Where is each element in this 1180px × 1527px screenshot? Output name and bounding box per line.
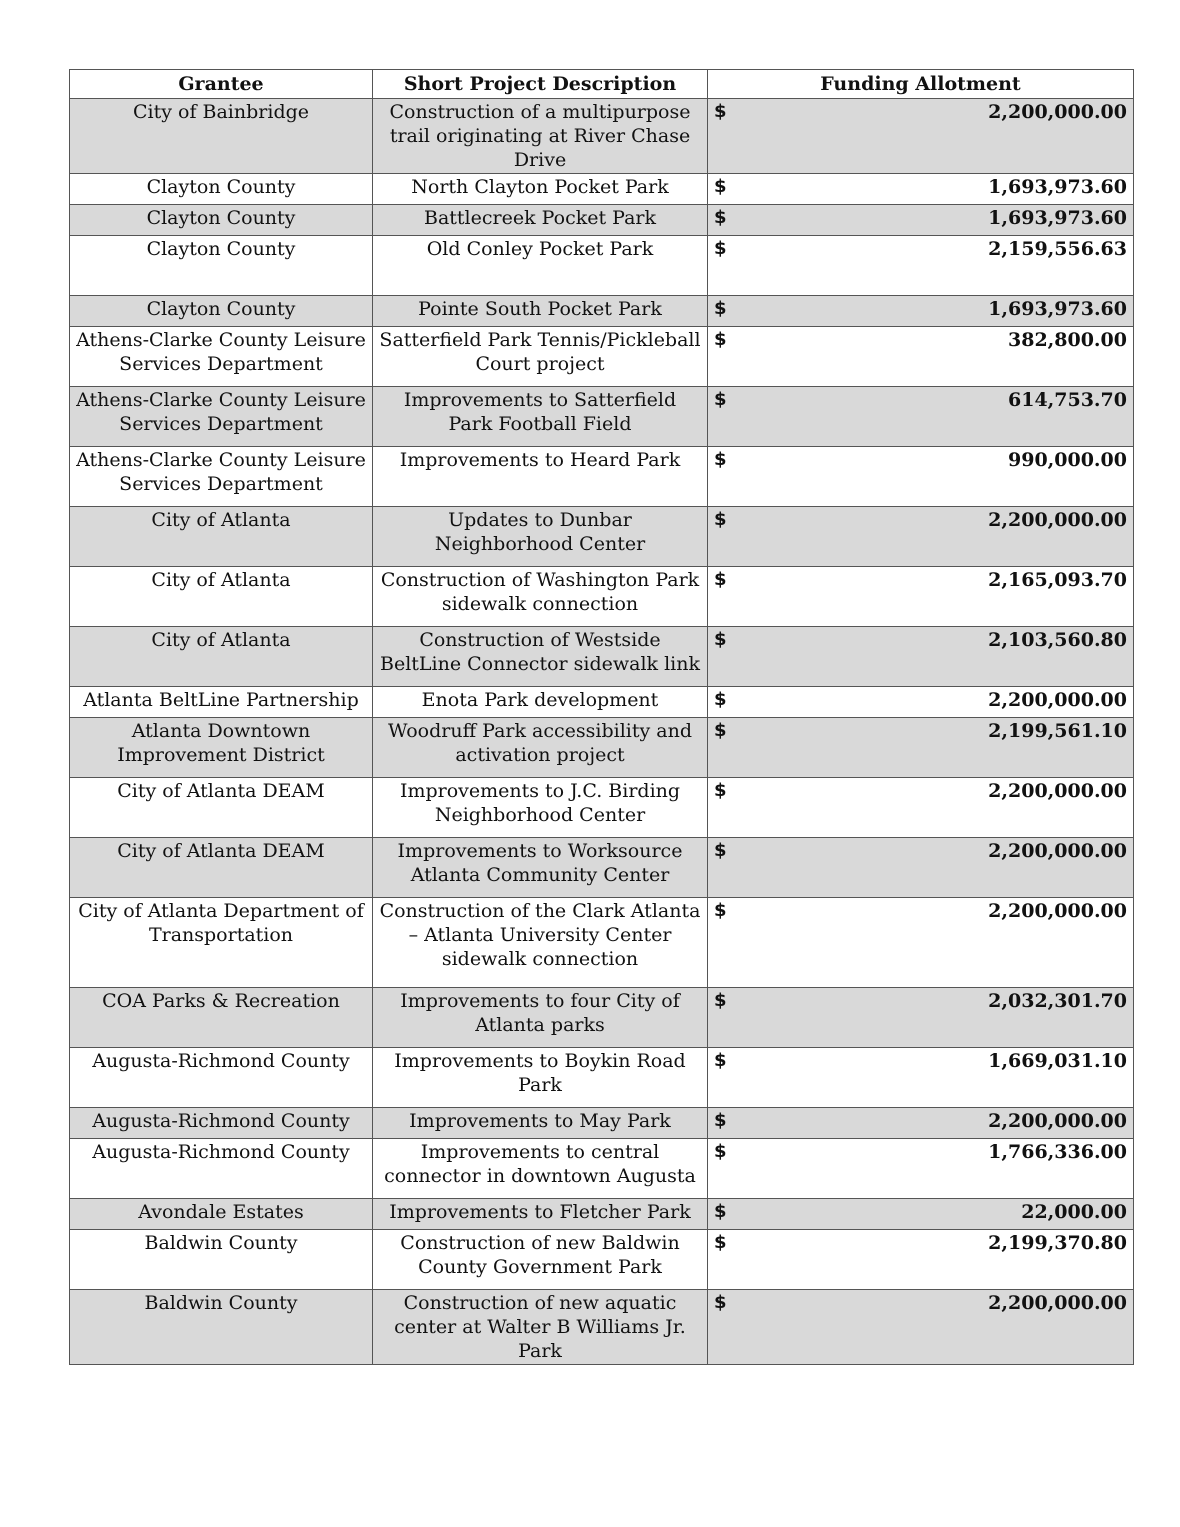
table-row — [70, 447, 1134, 507]
grantee-cell: City of Atlanta DEAM — [70, 838, 373, 898]
grantee-cell: City of Atlanta Department of Transportation — [70, 898, 373, 988]
header-description: Short Project Description — [373, 70, 708, 99]
amount: 2,199,561.10 — [988, 720, 1127, 742]
table-row — [70, 327, 1134, 387]
table-row — [70, 988, 1134, 1048]
description-cell: Improvements to Heard Park — [373, 447, 708, 507]
description-cell: Woodruff Park accessibility and activation project — [373, 718, 708, 778]
currency-symbol: $ — [714, 990, 727, 1011]
table-row — [70, 507, 1134, 567]
funding-cell — [708, 447, 1134, 507]
grantee-cell: COA Parks & Recreation — [70, 988, 373, 1048]
currency-symbol: $ — [714, 1141, 727, 1162]
amount: 2,199,370.80 — [988, 1232, 1127, 1254]
description-cell: Construction of Washington Park sidewalk connection — [373, 567, 708, 627]
description-cell: Improvements to Fletcher Park — [373, 1199, 708, 1230]
description-cell: Updates to Dunbar Neighborhood Center — [373, 507, 708, 567]
currency-symbol: $ — [714, 900, 727, 921]
currency-symbol: $ — [714, 389, 727, 410]
table-row — [70, 627, 1134, 687]
description-cell: Pointe South Pocket Park — [373, 296, 708, 327]
amount: 2,200,000.00 — [988, 1292, 1127, 1314]
table-row — [70, 1290, 1134, 1365]
grantee-cell: Clayton County — [70, 174, 373, 205]
description-cell: Improvements to May Park — [373, 1108, 708, 1139]
table-row — [70, 567, 1134, 627]
funding-cell — [708, 1290, 1134, 1365]
amount: 2,200,000.00 — [988, 509, 1127, 531]
table-row — [70, 1048, 1134, 1108]
description-cell: Battlecreek Pocket Park — [373, 205, 708, 236]
table-row — [70, 205, 1134, 236]
grantee-cell: Athens-Clarke County Leisure Services Department — [70, 447, 373, 507]
table-row — [70, 236, 1134, 296]
funding-cell — [708, 236, 1134, 296]
funding-cell — [708, 387, 1134, 447]
description-cell: Improvements to J.C. Birding Neighborhood Center — [373, 778, 708, 838]
grantee-cell: City of Atlanta — [70, 507, 373, 567]
table-row — [70, 838, 1134, 898]
table-row — [70, 99, 1134, 174]
header-funding: Funding Allotment — [708, 70, 1134, 99]
header-grantee: Grantee — [70, 70, 373, 99]
description-cell: Construction of a multipurpose trail originating at River Chase Drive — [373, 99, 708, 174]
description-cell: Improvements to Boykin Road Park — [373, 1048, 708, 1108]
currency-symbol: $ — [714, 1292, 727, 1313]
currency-symbol: $ — [714, 509, 727, 530]
grantee-cell: City of Bainbridge — [70, 99, 373, 174]
description-cell: Improvements to Worksource Atlanta Community Center — [373, 838, 708, 898]
grantee-cell: Baldwin County — [70, 1290, 373, 1365]
description-cell: Improvements to Satterfield Park Football Field — [373, 387, 708, 447]
table-row — [70, 1139, 1134, 1199]
funding-cell — [708, 327, 1134, 387]
header-row — [70, 70, 1134, 99]
amount: 2,032,301.70 — [988, 990, 1127, 1012]
funding-cell — [708, 1230, 1134, 1290]
amount: 2,165,093.70 — [988, 569, 1127, 591]
table-row — [70, 1108, 1134, 1139]
amount: 2,103,560.80 — [988, 629, 1127, 651]
currency-symbol: $ — [714, 1201, 727, 1222]
funding-cell — [708, 898, 1134, 988]
amount: 1,693,973.60 — [988, 207, 1127, 229]
grantee-cell: City of Atlanta — [70, 567, 373, 627]
table-row — [70, 296, 1134, 327]
description-cell: Construction of the Clark Atlanta – Atlanta University Center sidewalk connection — [373, 898, 708, 988]
funding-cell — [708, 838, 1134, 898]
funding-cell — [708, 296, 1134, 327]
grantee-cell: Baldwin County — [70, 1230, 373, 1290]
grantee-cell: Augusta-Richmond County — [70, 1048, 373, 1108]
grantee-cell: Athens-Clarke County Leisure Services Department — [70, 387, 373, 447]
grantee-cell: Atlanta Downtown Improvement District — [70, 718, 373, 778]
description-cell: Construction of Westside BeltLine Connector sidewalk link — [373, 627, 708, 687]
currency-symbol: $ — [714, 720, 727, 741]
currency-symbol: $ — [714, 298, 727, 319]
funding-cell — [708, 99, 1134, 174]
table-row — [70, 1199, 1134, 1230]
description-cell: North Clayton Pocket Park — [373, 174, 708, 205]
currency-symbol: $ — [714, 780, 727, 801]
amount: 2,159,556.63 — [988, 238, 1127, 260]
currency-symbol: $ — [714, 449, 727, 470]
amount: 614,753.70 — [1008, 389, 1127, 411]
grantee-cell: Athens-Clarke County Leisure Services Department — [70, 327, 373, 387]
currency-symbol: $ — [714, 101, 727, 122]
description-cell: Improvements to four City of Atlanta parks — [373, 988, 708, 1048]
amount: 2,200,000.00 — [988, 900, 1127, 922]
currency-symbol: $ — [714, 689, 727, 710]
grantee-cell: Clayton County — [70, 236, 373, 296]
funding-cell — [708, 1199, 1134, 1230]
amount: 1,693,973.60 — [988, 298, 1127, 320]
amount: 1,766,336.00 — [988, 1141, 1127, 1163]
funding-cell — [708, 205, 1134, 236]
currency-symbol: $ — [714, 1110, 727, 1131]
amount: 990,000.00 — [1008, 449, 1127, 471]
currency-symbol: $ — [714, 1232, 727, 1253]
funding-cell — [708, 174, 1134, 205]
description-cell: Construction of new Baldwin County Government Park — [373, 1230, 708, 1290]
description-cell: Enota Park development — [373, 687, 708, 718]
grantee-cell: Augusta-Richmond County — [70, 1108, 373, 1139]
funding-cell — [708, 1139, 1134, 1199]
amount: 2,200,000.00 — [988, 1110, 1127, 1132]
funding-cell — [708, 1048, 1134, 1108]
table-row — [70, 687, 1134, 718]
table-row — [70, 174, 1134, 205]
amount: 1,669,031.10 — [988, 1050, 1127, 1072]
amount: 1,693,973.60 — [988, 176, 1127, 198]
table-row — [70, 898, 1134, 988]
description-cell: Improvements to central connector in downtown Augusta — [373, 1139, 708, 1199]
table-row — [70, 778, 1134, 838]
currency-symbol: $ — [714, 1050, 727, 1071]
amount: 2,200,000.00 — [988, 101, 1127, 123]
currency-symbol: $ — [714, 207, 727, 228]
funding-cell — [708, 507, 1134, 567]
table-row — [70, 718, 1134, 778]
currency-symbol: $ — [714, 569, 727, 590]
grantee-cell: City of Atlanta — [70, 627, 373, 687]
currency-symbol: $ — [714, 329, 727, 350]
amount: 382,800.00 — [1008, 329, 1127, 351]
description-cell: Construction of new aquatic center at Walter B Williams Jr. Park — [373, 1290, 708, 1365]
amount: 2,200,000.00 — [988, 689, 1127, 711]
grantee-cell: Augusta-Richmond County — [70, 1139, 373, 1199]
table-row — [70, 387, 1134, 447]
grantee-cell: Atlanta BeltLine Partnership — [70, 687, 373, 718]
currency-symbol: $ — [714, 238, 727, 259]
funding-cell — [708, 988, 1134, 1048]
currency-symbol: $ — [714, 840, 727, 861]
funding-cell — [708, 567, 1134, 627]
grantee-cell: Clayton County — [70, 296, 373, 327]
grantee-cell: Avondale Estates — [70, 1199, 373, 1230]
funding-cell — [708, 1108, 1134, 1139]
funding-cell — [708, 718, 1134, 778]
description-cell: Old Conley Pocket Park — [373, 236, 708, 296]
funding-cell — [708, 627, 1134, 687]
funding-cell — [708, 687, 1134, 718]
description-cell: Satterfield Park Tennis/Pickleball Court project — [373, 327, 708, 387]
funding-table — [69, 69, 1134, 1365]
amount: 2,200,000.00 — [988, 780, 1127, 802]
grantee-cell: City of Atlanta DEAM — [70, 778, 373, 838]
funding-cell — [708, 778, 1134, 838]
amount: 2,200,000.00 — [988, 840, 1127, 862]
currency-symbol: $ — [714, 176, 727, 197]
currency-symbol: $ — [714, 629, 727, 650]
table-body — [70, 99, 1134, 1365]
grantee-cell: Clayton County — [70, 205, 373, 236]
table-row — [70, 1230, 1134, 1290]
amount: 22,000.00 — [1021, 1201, 1127, 1223]
